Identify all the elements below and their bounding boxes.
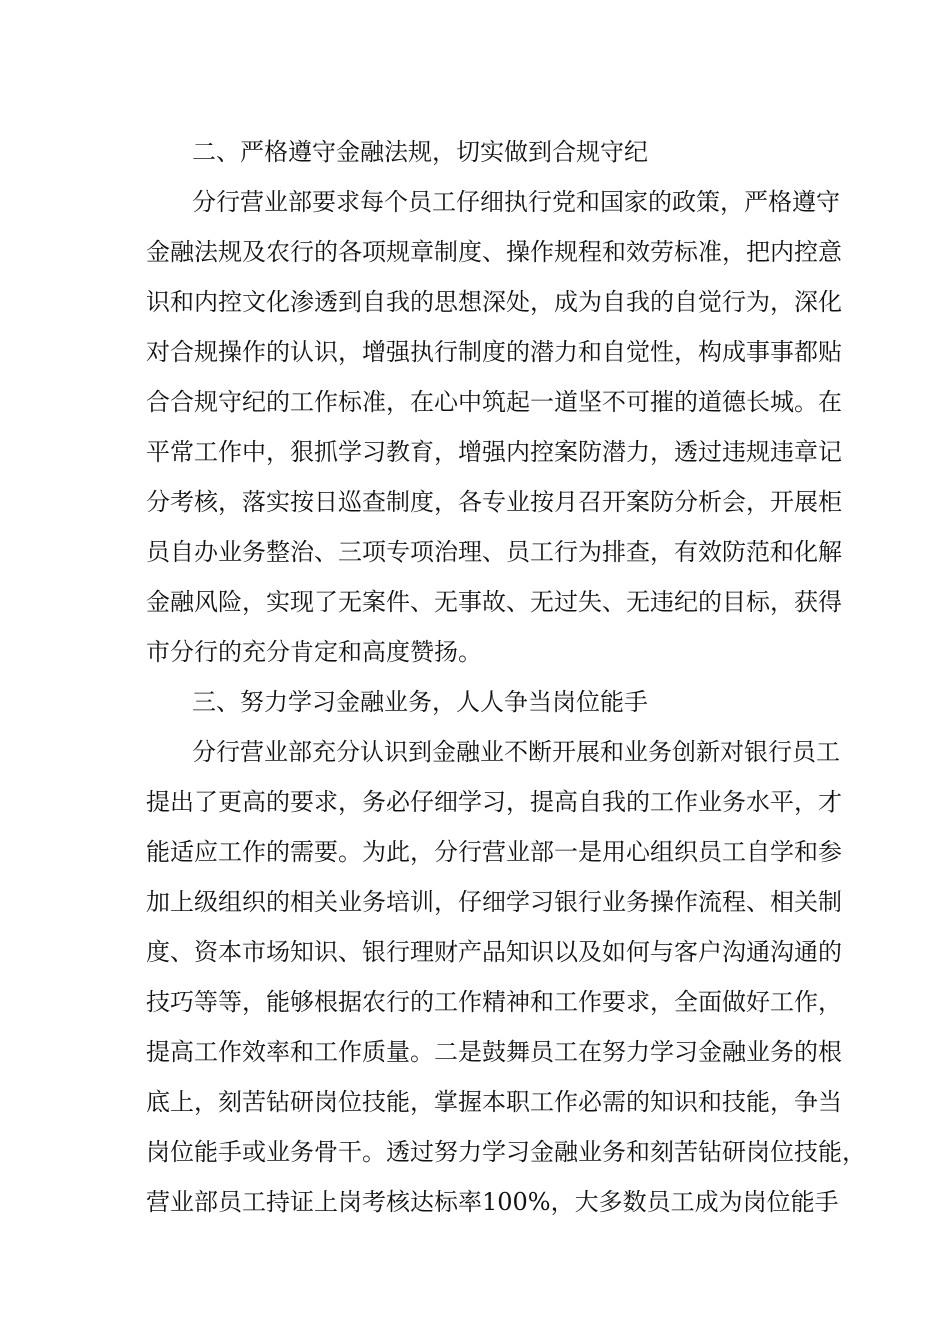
paragraph-line: 营业部员工持证上岗考核达标率100%，大多数员工成为岗位能手 [146, 1188, 839, 1216]
section-heading-2: 二、严格遵守金融法规，切实做到合规守纪 [192, 138, 648, 166]
paragraph-line: 提高工作效率和工作质量。二是鼓舞员工在努力学习金融业务的根 [146, 1038, 842, 1066]
paragraph-line: 底上，刻苦钻研岗位技能，掌握本职工作必需的知识和技能，争当 [146, 1088, 842, 1116]
paragraph-line: 度、资本市场知识、银行理财产品知识以及如何与客户沟通沟通的 [146, 938, 842, 966]
paragraph-line: 加上级组织的相关业务培训，仔细学习银行业务操作流程、相关制 [146, 888, 842, 916]
paragraph-line: 市分行的充分肯定和高度赞扬。 [146, 638, 482, 666]
section-heading-3: 三、努力学习金融业务，人人争当岗位能手 [192, 688, 648, 716]
paragraph-line: 员自办业务整治、三项专项治理、员工行为排查，有效防范和化解 [146, 538, 842, 566]
paragraph-line: 合合规守纪的工作标准，在心中筑起一道坚不可摧的道德长城。在 [146, 388, 842, 416]
paragraph-line: 平常工作中，狠抓学习教育，增强内控案防潜力，透过违规违章记 [146, 438, 842, 466]
paragraph-line: 金融法规及农行的各项规章制度、操作规程和效劳标准，把内控意 [146, 238, 842, 266]
paragraph-line: 对合规操作的认识，增强执行制度的潜力和自觉性，构成事事都贴 [146, 338, 842, 366]
paragraph-line: 分行营业部要求每个员工仔细执行党和国家的政策，严格遵守 [192, 188, 840, 216]
paragraph-line: 岗位能手或业务骨干。透过努力学习金融业务和刻苦钻研岗位技能， [146, 1138, 866, 1166]
paragraph-line: 分考核，落实按日巡查制度，各专业按月召开案防分析会，开展柜 [146, 488, 842, 516]
paragraph-line: 技巧等等，能够根据农行的工作精神和工作要求，全面做好工作， [146, 988, 842, 1016]
paragraph-line: 分行营业部充分认识到金融业不断开展和业务创新对银行员工 [192, 738, 840, 766]
paragraph-line: 提出了更高的要求，务必仔细学习，提高自我的工作业务水平，才 [146, 788, 842, 816]
paragraph-line: 能适应工作的需要。为此，分行营业部一是用心组织员工自学和参 [146, 838, 842, 866]
paragraph-line: 识和内控文化渗透到自我的思想深处，成为自我的自觉行为，深化 [146, 288, 842, 316]
paragraph-line: 金融风险，实现了无案件、无事故、无过失、无违纪的目标，获得 [146, 588, 842, 616]
